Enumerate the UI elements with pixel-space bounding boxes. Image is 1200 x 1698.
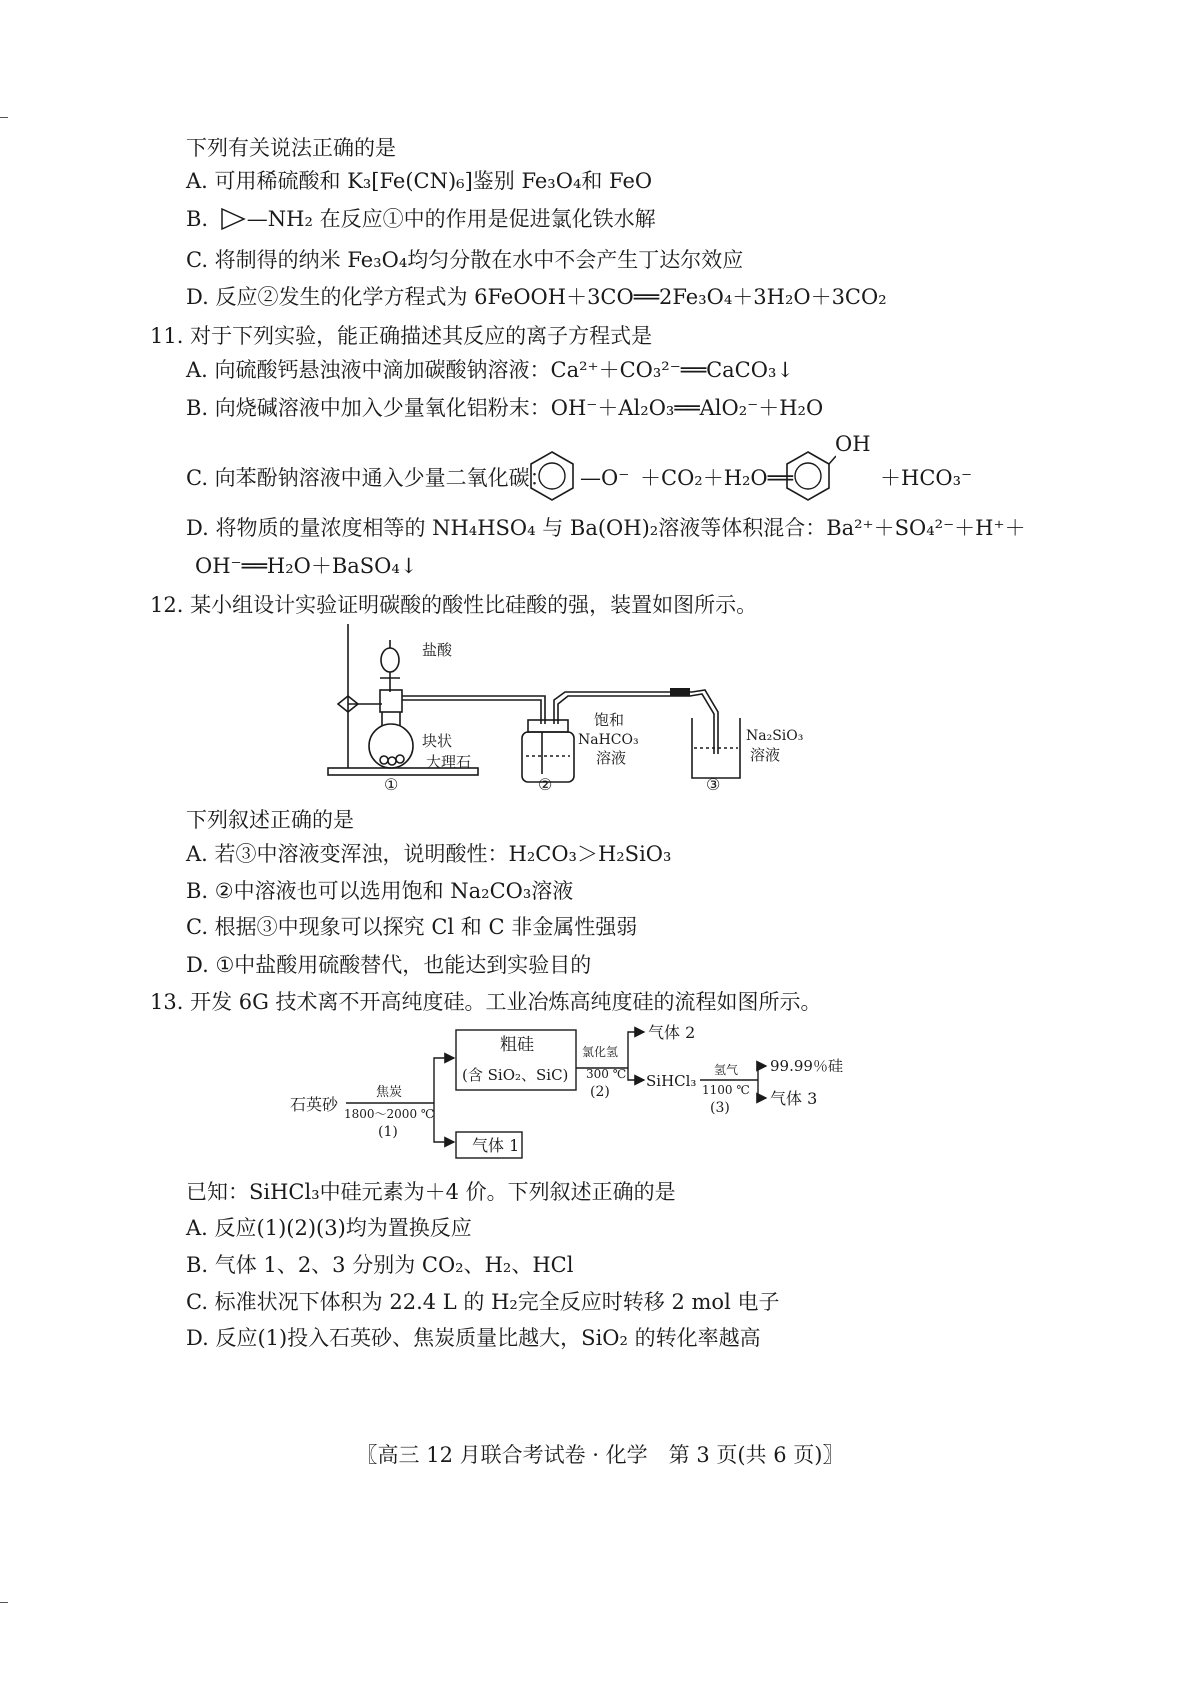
label-acid: 盐酸 <box>422 641 453 659</box>
label-solution-1: 溶液 <box>596 749 627 767</box>
phenoxide-ion: O⁻ <box>601 466 630 490</box>
label-temp-3: 1100 ℃ <box>702 1083 750 1097</box>
page-footer: 〖高三 12 月联合考试卷 · 化学 第 3 页(共 6 页)〗 <box>356 1443 844 1467</box>
process-flowchart <box>286 1018 886 1168</box>
label-step-1: (1) <box>378 1124 398 1140</box>
margin-mark <box>0 117 8 118</box>
bottle-stopper <box>528 720 568 732</box>
q13-option-b: B. 气体 1、2、3 分别为 CO₂、H₂、HCl <box>186 1253 574 1277</box>
label-gas-3: 气体 3 <box>770 1089 818 1108</box>
flask-stopper <box>380 690 402 712</box>
phenol-ring-icon <box>780 448 836 504</box>
q13-option-c: C. 标准状况下体积为 22.4 L 的 H₂完全反应时转移 2 mol 电子 <box>186 1290 780 1314</box>
q11-stem: 11. 对于下列实验，能正确描述其反应的离子方程式是 <box>150 324 653 348</box>
funnel-bulb <box>381 648 399 672</box>
label-impurities: (含 SiO₂、SiC) <box>462 1066 569 1084</box>
label-step-3: (3) <box>710 1100 730 1116</box>
label-temp-2: 300 ℃ <box>586 1067 627 1081</box>
benzene-ring-icon <box>524 448 580 504</box>
label-saturated: 饱和 <box>594 711 625 729</box>
q12-stem: 12. 某小组设计实验证明碳酸的酸性比硅酸的强，装置如图所示。 <box>150 593 758 617</box>
option-text: C. 向苯酚钠溶液中通入少量二氧化碳： <box>186 466 551 490</box>
apparatus-diagram <box>320 618 840 798</box>
phenoxide-bond: —O⁻ <box>580 466 630 490</box>
q10-option-b <box>186 205 656 233</box>
q11-option-d-line1: D. 将物质的量浓度相等的 NH₄HSO₄ 与 Ba(OH)₂溶液等体积混合：Ba²⁺＋SO₄²⁻＋H⁺＋ <box>186 516 1026 540</box>
label-device-3: ③ <box>706 775 721 794</box>
label-device-2: ② <box>538 775 553 794</box>
label-step-2: (2) <box>590 1084 610 1100</box>
q12-option-b: B. ②中溶液也可以选用饱和 Na₂CO₃溶液 <box>186 879 574 903</box>
q11-option-c <box>186 464 551 492</box>
label-marble-2: 大理石 <box>426 753 472 771</box>
reaction-end: ＋HCO₃⁻ <box>880 466 973 490</box>
q12-option-a: A. 若③中溶液变浑浊，说明酸性：H₂CO₃＞H₂SiO₃ <box>186 842 672 866</box>
label-gas-1: 气体 1 <box>472 1136 520 1155</box>
cyclopropyl-ring-icon <box>219 206 247 232</box>
label-sihcl3: SiHCl₃ <box>646 1072 697 1090</box>
label-coke: 焦炭 <box>376 1085 403 1100</box>
q10-option-d: D. 反应②发生的化学方程式为 6FeOOH＋3CO══2Fe₃O₄＋3H₂O＋3CO₂ <box>186 285 887 309</box>
label-nahco3: NaHCO₃ <box>578 732 639 748</box>
label-h2: 氢气 <box>714 1063 739 1077</box>
hydroxyl-label: OH <box>835 432 871 456</box>
label-solution-2: 溶液 <box>750 746 781 764</box>
label-quartz: 石英砂 <box>290 1095 339 1114</box>
option-text: —NH₂ 在反应①中的作用是促进氯化铁水解 <box>246 207 656 231</box>
q13-option-d: D. 反应(1)投入石英砂、焦炭质量比越大，SiO₂ 的转化率越高 <box>186 1326 761 1350</box>
q13-known: 已知：SiHCl₃中硅元素为＋4 价。下列叙述正确的是 <box>186 1180 676 1204</box>
q10-stem: 下列有关说法正确的是 <box>186 136 396 160</box>
q13-option-a: A. 反应(1)(2)(3)均为置换反应 <box>186 1216 472 1240</box>
label-marble-1: 块状 <box>422 732 453 750</box>
q13-stem: 13. 开发 6G 技术离不开高纯度硅。工业冶炼高纯度硅的流程如图所示。 <box>150 990 822 1014</box>
q11-option-d-line2: OH⁻══H₂O＋BaSO₄↓ <box>195 554 418 578</box>
q12-ask: 下列叙述正确的是 <box>186 808 354 832</box>
label-na2sio3: Na₂SiO₃ <box>746 728 804 744</box>
label-pure-silicon: 99.99％硅 <box>770 1057 843 1075</box>
q11-option-b: B. 向烧碱溶液中加入少量氧化铝粉末：OH⁻＋Al₂O₃══AlO₂⁻＋H₂O <box>186 396 824 420</box>
label-gas-2: 气体 2 <box>648 1023 696 1042</box>
q12-option-d: D. ①中盐酸用硫酸替代，也能达到实验目的 <box>186 953 592 977</box>
q10-option-c: C. 将制得的纳米 Fe₃O₄均匀分散在水中不会产生丁达尔效应 <box>186 248 744 272</box>
label-hcl: 氯化氢 <box>582 1045 619 1059</box>
q12-option-c: C. 根据③中现象可以探究 Cl 和 C 非金属性强弱 <box>186 915 638 939</box>
option-label: B. <box>186 207 209 231</box>
reaction-middle: ＋CO₂＋H₂O══ <box>640 466 793 490</box>
margin-mark <box>0 1602 8 1603</box>
label-device-1: ① <box>384 775 399 794</box>
q10-option-a: A. 可用稀硫酸和 K₃[Fe(CN)₆]鉴别 Fe₃O₄和 FeO <box>186 169 653 193</box>
q11-option-a: A. 向硫酸钙悬浊液中滴加碳酸钠溶液：Ca²⁺＋CO₃²⁻══CaCO₃↓ <box>186 358 794 382</box>
round-flask <box>369 724 413 768</box>
label-crude-silicon: 粗硅 <box>500 1035 534 1055</box>
label-temp-1: 1800～2000 ℃ <box>344 1107 435 1121</box>
